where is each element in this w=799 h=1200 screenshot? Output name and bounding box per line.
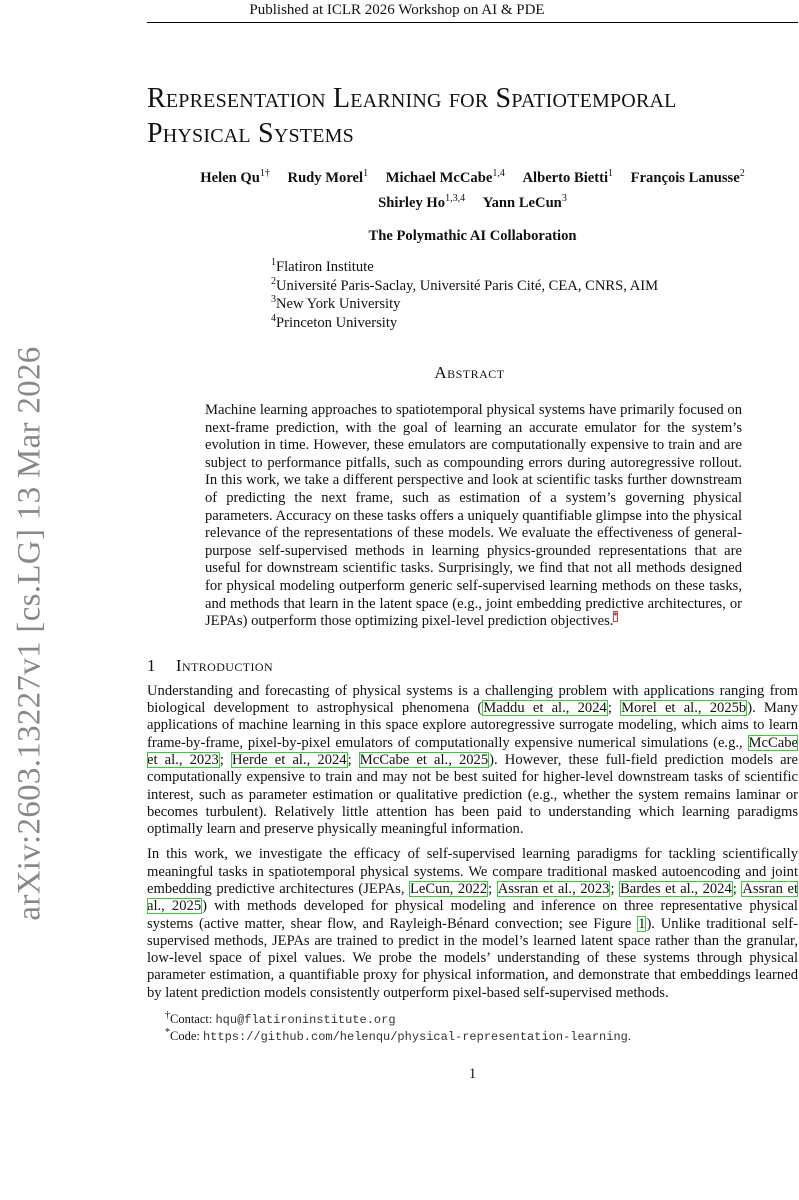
citation-link[interactable]: 1 [638,915,646,932]
citation-link[interactable]: McCabe et al., 2025 [359,751,489,768]
citation-link[interactable]: LeCun, 2022 [410,880,488,897]
text-run: ). Many applications of machine learning in this space explore autoregressive surrogate modeling, which aims to learn frame-by-frame, pixel-by-pixel emulators of computationally expensive numerical simulations (e.g., [147,700,798,751]
text-run: ; [219,751,231,768]
title-line-2: Physical Systems [147,118,354,149]
header-rule [147,22,798,23]
author: Rudy Morel$^1$ [287,168,369,186]
text-run: ). However, these full-field prediction models are computationally expensive to train and may not be best suited for higher-level downstream tasks of scientific interest, such as parameter estimation or qualitative prediction (e.g., whether the system remains laminar or becomes turbulent). Relatively little attention has been paid to understanding which learning paradigms optimally learn and preserve physically meaningful information. [147,751,798,838]
abstract-heading: Abstract [434,363,505,382]
affiliation: $^2$Université Paris-Saclay, Université Paris Cité, CEA, CNRS, AIM [271,275,659,294]
footnote-link[interactable]: * [613,611,619,623]
code-link[interactable]: https://github.com/helenqu/physical-representation-learning [202,1029,628,1044]
author: François Lanusse$^2$ [630,168,745,186]
text-run: ; [732,880,742,897]
citation-link[interactable]: McCabe et al., 2023 [147,734,798,768]
author: Shirley Ho$^{1,3,4}$ [378,193,466,211]
citation-link[interactable]: Bardes et al., 2024 [620,880,732,897]
citation-link[interactable]: Assran et al., 2023 [497,880,610,897]
page-column [147,0,798,1089]
title-line-1: Representation Learning for Spatiotemporal [147,83,677,114]
section-heading-introduction: 1 Introduction [147,655,274,675]
contact-email[interactable]: hqu@flatironinstitute.org [215,1013,396,1028]
text-run: Machine learning approaches to spatiotemporal physical systems have primarily focused on next-frame prediction, with the goal of learning an accurate emulator for the system’s evolution in time. However, these emulators are computationally expensive to train and are subject to performance pitfalls, such as compounding errors during autoregressive rollout. In this work, we take a different perspective and look at scientific tasks further downstream of predicting the next frame, such as estimation of a system’s governing physical parameters. Accuracy on these tasks offers a uniquely quantifiable glimpse into the physical relevance of the representations of these models. We evaluate the effectiveness of general-purpose self-supervised methods in learning physics-grounded representations that are useful for downstream scientific tasks. Surprisingly, we find that not all methods designed for physical modeling outperform generic self-supervised learning methods on these tasks, and methods that learn in the latent space (e.g., joint embedding predictive architectures, or JEPAs) outperform those optimizing pixel-level prediction objectives. [205,402,742,630]
abstract-text [205,402,742,631]
author: Helen $Qu^{1\dagger}$ [200,168,270,186]
affiliation: $^3$New York University [271,294,401,312]
text-run: ; [607,700,621,717]
paper-title [147,81,798,151]
text-run: ; [488,880,497,897]
author: Michael McCabe$^{1,4}$ [385,168,505,186]
footnote-code: *Code: https://github.com/helenqu/physical-representation-learning. [165,1026,631,1044]
citation-link[interactable]: Assran et al., 2025 [147,880,798,915]
affiliations [271,258,798,332]
page-number: 1 [468,1066,477,1083]
author-list [147,166,798,216]
author: Yann LeCun$^3$ [482,193,567,211]
affiliation: $^1$Flatiron Institute [271,257,374,275]
footnotes [165,1009,798,1045]
text-run: ) with methods developed for physical modeling and inference on three representative physical systems (active matter, shear flow, and Rayleigh-Bénard convection; see Figure [147,898,798,932]
text-run: ). Unlike traditional self-supervised methods, JEPAs are trained to predict in the model’s learned latent space rather than the granular, low-level space of pixel values. We probe the models’ understanding of these systems through physical parameter estimation, a quantifiable proxy for physical information, and demonstrate that embeddings learned by latent prediction models consistently outperform pixel-based self-supervised methods. [147,915,798,1001]
author: Alberto Bietti$^1$ [522,168,613,186]
running-header: Published at ICLR 2026 Workshop on AI & PDE [249,2,545,18]
text-run: ; [610,880,620,897]
text-run: In this work, we investigate the efficacy of self-supervised learning paradigms for tackling scientifically meaningful tasks in spatiotemporal physical systems. We compare traditional masked autoencoding and joint embedding predictive architectures (JEPAs, [147,846,798,897]
collaboration-name: The Polymathic AI Collaboration [368,228,577,244]
intro-paragraph-2 [147,846,798,1002]
footnote-contact: †Contact: hqu@flatironinstitute.org [165,1009,396,1028]
intro-paragraph-1 [147,683,798,839]
text-run: ; [347,751,359,768]
affiliation: $^4$Princeton University [271,312,398,331]
citation-link[interactable]: Herde et al., 2024 [232,751,347,768]
arxiv-watermark: arXiv:2603.13227v1 [cs.LG] 13 Mar 2026 [11,346,48,921]
citation-link[interactable]: Morel et al., 2025b [621,700,747,717]
citation-link[interactable]: Maddu et al., 2024 [483,700,607,717]
text-run: Understanding and forecasting of physical systems is a challenging problem with applications ranging from biological development to astrophysical phenomena ( [147,682,798,717]
